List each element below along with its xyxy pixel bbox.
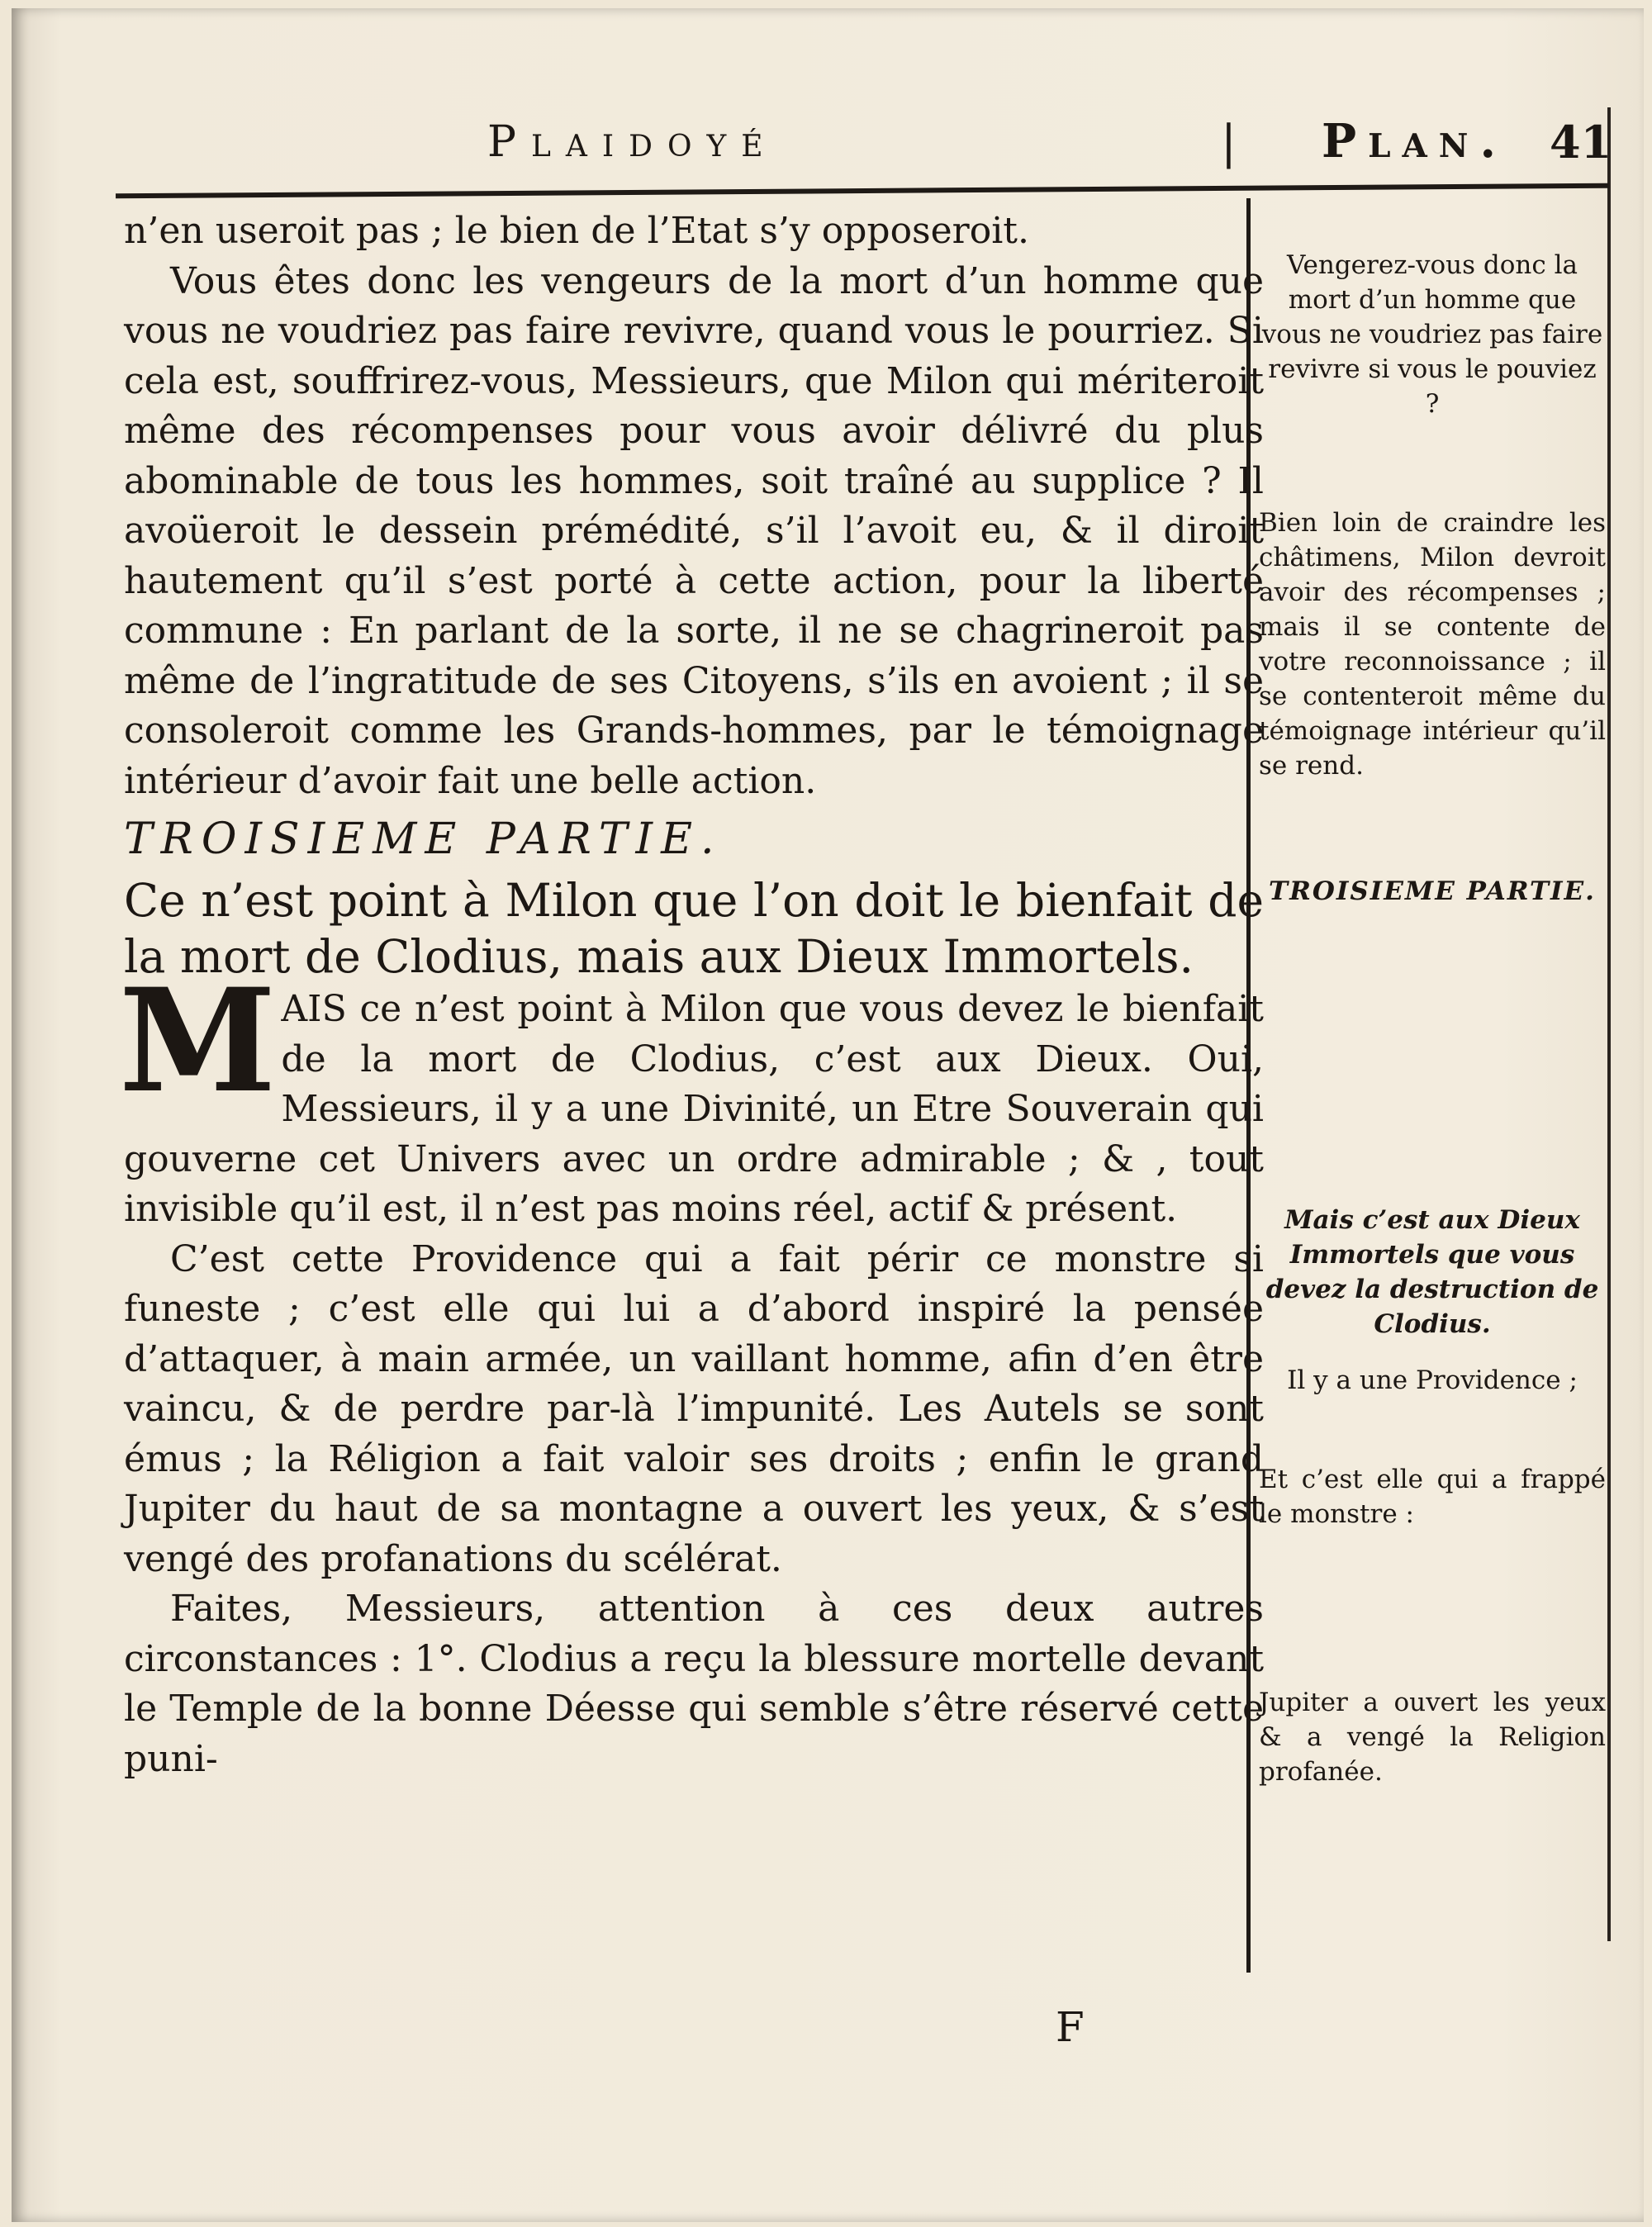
paragraph-continuation: n’en useroit pas ; le bien de l’Etat s’y opposeroit. [124, 210, 1029, 252]
paragraph-with-drop-cap [119, 957, 1264, 1235]
signature-mark: F [1056, 2003, 1085, 2051]
plan-label: Plan. [1322, 114, 1507, 169]
margin-note: Mais c’est aux Dieux Immortels que vous devez la destruction de Clodius. [1265, 1205, 1599, 1339]
paragraph-text: AIS ce n’est point à Milon que vous devez le bienfait de la mort de Clodius, c’est aux Dieux. Oui, Messieurs, il y a une Divinité, un Etre Souverain qui gouverne cet Univers avec un ordre admirable ; & , tout invisible qu’il est, il n’est pas moins réel, actif & présent. [124, 988, 1264, 1230]
part-heading: TROISIEME PARTIE. [124, 814, 723, 864]
margin-note: Et c’est elle qui a frappé le monstre : [1259, 1465, 1606, 1529]
header-separator: | [1221, 116, 1237, 169]
margin-note-heading: TROISIEME PARTIE. [1269, 876, 1596, 906]
page-edge-shadow [1607, 107, 1611, 1941]
running-title: Plaidoyé [487, 117, 778, 167]
margin-note: Il y a une Providence ; [1287, 1365, 1578, 1395]
paragraph: Faites, Messieurs, attention à ces deux autres circonstances : 1°. Clodius a reçu la blessure mortelle devant le Temple de la bonne Déesse qui semble s’être réservé cette puni- [124, 1588, 1264, 1780]
drop-cap: M [119, 957, 277, 1124]
margin-note: Bien loin de craindre les châtimens, Milon devroit avoir des récompenses ; mais il se contente de votre reconnoissance ; il se contenteroit même du témoignage intérieur qu’il se rend. [1259, 508, 1606, 781]
page-number: 41 [1550, 116, 1612, 169]
section-title: Ce n’est point à Milon que l’on doit le bienfait de la mort de Clodius, mais aux Dieux Immortels. [124, 874, 1264, 983]
paragraph: C’est cette Providence qui a fait périr ce monstre si funeste ; c’est elle qui lui a d’abord inspiré la pensée d’attaquer, à main armée, un vaillant homme, afin d’en être vaincu, & de perdre par-là l’impunité. Les Autels se sont émus ; la Réligion a fait valoir ses droits ; enfin le grand Jupiter du haut de sa montagne a ouvert les yeux, & s’est vengé des profanations du scélérat. [124, 1237, 1264, 1580]
margin-note: Jupiter a ouvert les yeux & a vengé la Religion profanée. [1259, 1688, 1606, 1787]
margin-note: Vengerez-vous donc la mort d’un homme que vous ne voudriez pas faire revivre si vous le pouviez ? [1261, 250, 1603, 419]
main-text-column [119, 207, 1264, 1784]
paragraph: Vous êtes donc les vengeurs de la mort d’un homme que vous ne voudriez pas faire revivre, quand vous le pourriez. Si cela est, souffrirez-vous, Messieurs, que Milon qui mériteroit même des récompenses pour vous avoir délivré du plus abominable de tous les hommes, soit traîné au supplice ? Il avoüeroit le dessein prémédité, s’il l’avoit eu, & il diroit hautement qu’il s’est porté à cette action, pour la liberté commune : En parlant de la sorte, il ne se chagrineroit pas même de l’ingratitude de ses Citoyens, s’ils en avoient ; il se consoleroit comme les Grands-hommes, par le témoignage intérieur d’avoir fait une belle action. [124, 259, 1264, 802]
page-header [0, 0, 1652, 198]
